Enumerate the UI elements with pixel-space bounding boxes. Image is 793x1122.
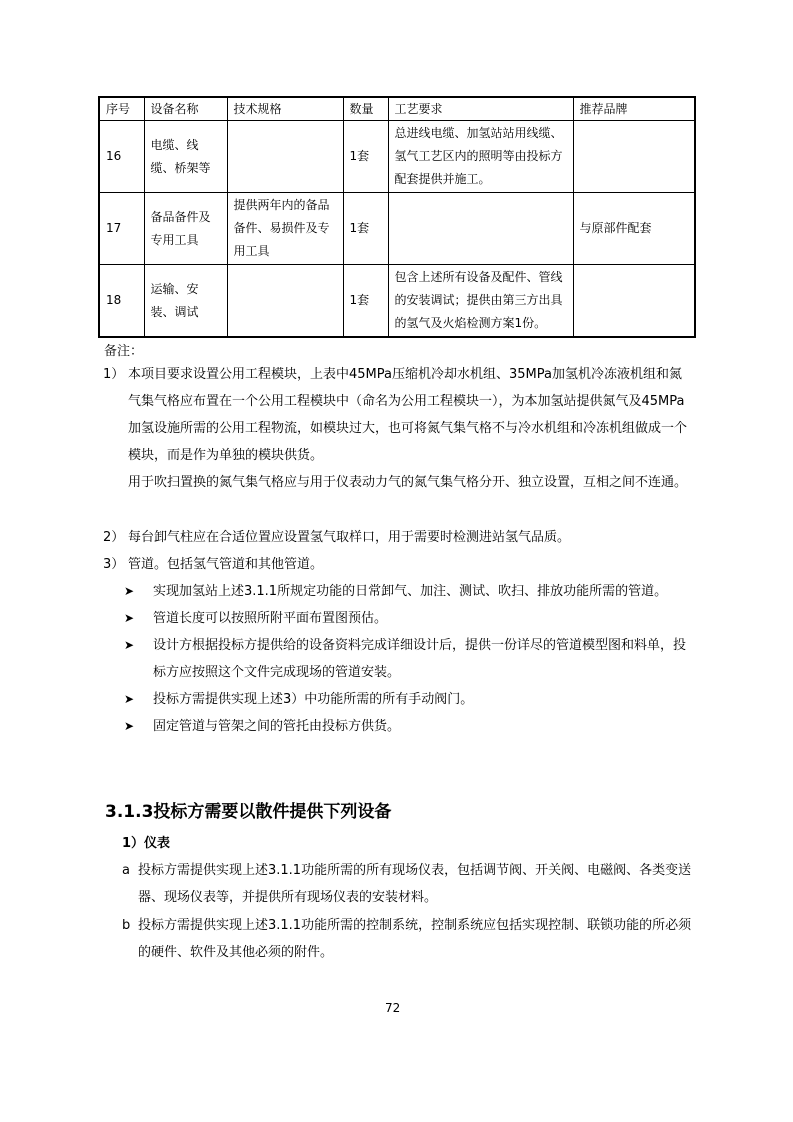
list-item [122,605,697,632]
header-equipment-name: 设备名称 [144,97,227,121]
instrument-item-a-text: 投标方需提供实现上述3.1.1功能所需的所有现场仪表，包括调节阀、开关阀、电磁阀、各类变送器、现场仪表等，并提供所有现场仪表的安装材料。 [138,863,692,905]
bullet-text: 设计方根据投标方提供给的设备资料完成详细设计后，提供一份详尽的管道模型图和料单，投标方应按照这个文件完成现场的管道安装。 [153,638,687,680]
note-item-2 [103,524,693,551]
notes-title: 备注： [104,344,144,359]
instrument-item-b-text: 投标方需提供实现上述3.1.1功能所需的控制系统，控制系统应包括实现控制、联锁功能的所必须的硬件、软件及其他必须的附件。 [138,918,692,960]
list-item [122,632,697,686]
cell-brand: 与原部件配套 [573,193,695,265]
subsection-heading: 1）仪表 [122,836,171,851]
cell-brand [573,265,695,338]
cell-process-req [388,193,573,265]
list-item [122,686,697,713]
cell-spec: 提供两年内的备品备件、易损件及专用工具 [227,193,343,265]
cell-equipment-name: 备品备件及专用工具 [144,193,227,265]
list-item [122,578,697,605]
cell-quantity: 1套 [343,265,388,338]
table-header-row [99,97,695,121]
note-item-2-label: 2） [103,530,125,545]
header-process-req: 工艺要求 [388,97,573,121]
table-row [99,265,695,338]
cell-seq: 16 [99,121,144,193]
cell-equipment-name: 运输、安装、调试 [144,265,227,338]
note-item-1-label: 1） [103,367,125,382]
cell-spec [227,265,343,338]
header-spec: 技术规格 [227,97,343,121]
note-item-3-label: 3） [103,557,125,572]
cell-seq: 17 [99,193,144,265]
header-quantity: 数量 [343,97,388,121]
section-heading: 3.1.3投标方需要以散件提供下列设备 [105,802,392,822]
instrument-item-b [122,912,697,966]
cell-process-req: 总进线电缆、加氢站站用线缆、氢气工艺区内的照明等由投标方配套提供并施工。 [388,121,573,193]
instrument-item-a-label: a [122,863,130,878]
arrow-bullet-icon: ➤ [124,638,135,652]
cell-quantity: 1套 [343,121,388,193]
equipment-table [98,96,696,338]
cell-brand [573,121,695,193]
header-brand: 推荐品牌 [573,97,695,121]
cell-process-req: 包含上述所有设备及配件、管线的安装调试；提供由第三方出具的氢气及火焰检测方案1份。 [388,265,573,338]
page-number: 72 [385,1001,401,1015]
note-item-1 [103,361,693,496]
arrow-bullet-icon: ➤ [124,719,135,733]
note-item-2-text: 每台卸气柱应在合适位置应设置氢气取样口，用于需要时检测进站氢气品质。 [128,530,571,545]
list-item [122,713,697,740]
instrument-item-b-label: b [122,918,131,933]
arrow-bullet-icon: ➤ [124,611,135,625]
note-item-1-extra: 用于吹扫置换的氮气集气格应与用于仪表动力气的氮气集气格分开、独立设置，互相之间不连通。 [128,475,688,490]
header-seq: 序号 [99,97,144,121]
bullet-text: 投标方需提供实现上述3）中功能所需的所有手动阀门。 [153,692,474,707]
instrument-item-a [122,857,697,911]
pipeline-bullet-list [122,578,697,740]
arrow-bullet-icon: ➤ [124,584,135,598]
bullet-text: 固定管道与管架之间的管托由投标方供货。 [153,719,401,734]
cell-spec [227,121,343,193]
cell-quantity: 1套 [343,193,388,265]
cell-seq: 18 [99,265,144,338]
arrow-bullet-icon: ➤ [124,692,135,706]
bullet-text: 实现加氢站上述3.1.1所规定功能的日常卸气、加注、测试、吹扫、排放功能所需的管道。 [153,584,668,599]
note-item-3-text: 管道。包括氢气管道和其他管道。 [128,557,324,572]
cell-equipment-name: 电缆、线缆、桥架等 [144,121,227,193]
note-item-1-text: 本项目要求设置公用工程模块，上表中45MPa压缩机冷却水机组、35MPa加氢机冷冻液机组和氮气集气格应布置在一个公用工程模块中（命名为公用工程模块一），为本加氢站提供氮气及45MPa加氢设施所需的公用工程物流，如模块过大，也可将氮气集气格不与冷水机组和冷冻机组做成一个模块，而是作为单独的模块供货。 [128,367,688,463]
table-row [99,193,695,265]
note-item-3 [103,551,693,578]
bullet-text: 管道长度可以按照所附平面布置图预估。 [153,611,388,626]
table-row [99,121,695,193]
